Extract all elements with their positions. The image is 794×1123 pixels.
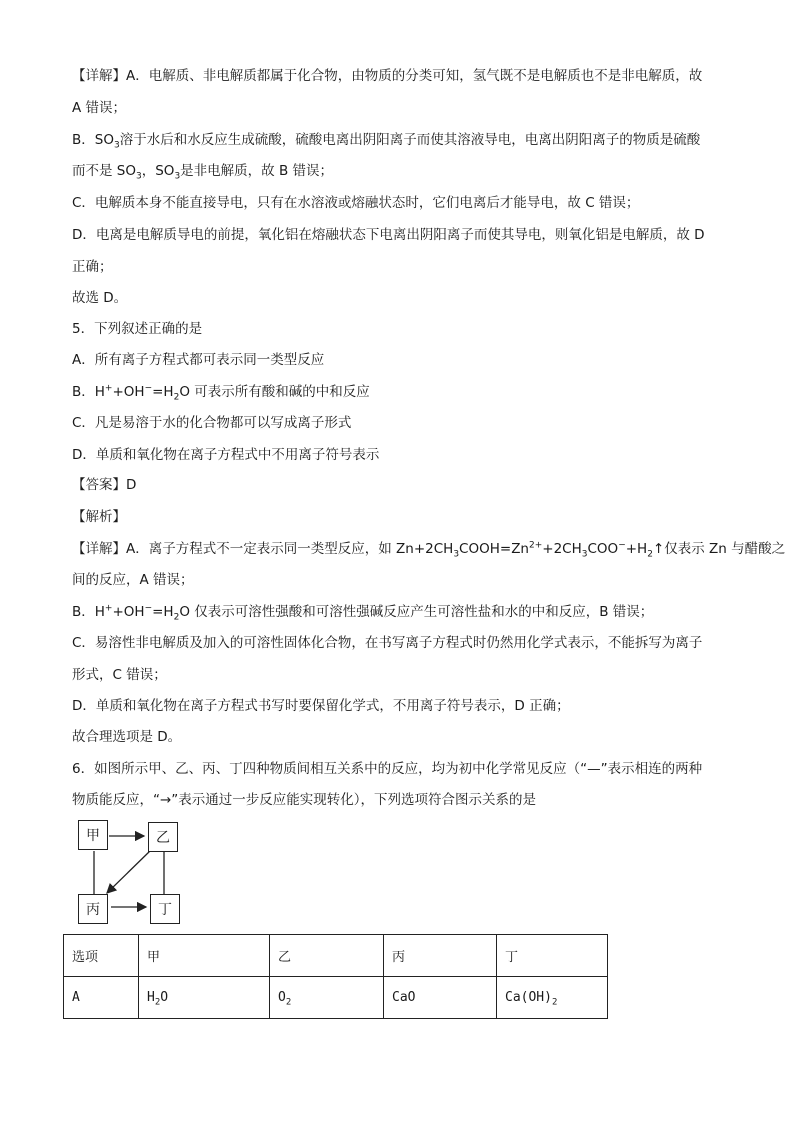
explanation-line: C．易溶性非电解质及加入的可溶性固体化合物，在书写离子方程式时仍然用化学式表示，不能拆写为离子 xyxy=(72,635,703,651)
question-5-option-d: D．单质和氧化物在离子方程式中不用离子符号表示 xyxy=(72,447,380,463)
node-bing: 丙 xyxy=(78,894,108,924)
table-header-cell: 乙 xyxy=(270,935,384,977)
arrow-yi-to-bing xyxy=(107,850,151,893)
table-row xyxy=(64,977,608,1019)
explanation-line: D．单质和氧化物在离子方程式书写时要保留化学式，不用离子符号表示，D 正确； xyxy=(72,698,570,714)
text-line: C．电解质本身不能直接导电，只有在水溶液或熔融状态时，它们电离后才能导电，故 C 错误； xyxy=(72,195,640,211)
question-5-option-a: A．所有离子方程式都可表示同一类型反应 xyxy=(72,352,325,368)
table-header-cell: 丁 xyxy=(497,935,608,977)
table-cell: $H_2O$ xyxy=(139,977,270,1019)
table-header-cell: 甲 xyxy=(139,935,270,977)
question-6-stem: 物质能反应，“→”表示通过一步反应能实现转化），下列选项符合图示关系的是 xyxy=(72,792,537,808)
table-cell: $O_2$ xyxy=(270,977,384,1019)
table-cell: CaO xyxy=(384,977,497,1019)
question-5-option-b: B．$H^++OH^-=H_2O$ 可表示所有酸和碱的中和反应 xyxy=(72,383,370,403)
analysis-label: 【解析】 xyxy=(72,509,126,525)
text-line: 正确； xyxy=(72,259,113,275)
text-line: D．电离是电解质导电的前提，氧化铝在熔融状态下电离出阴阳离子而使其导电，则氧化铝是电解质，故 D xyxy=(72,227,705,243)
relation-diagram xyxy=(78,820,188,924)
question-5-option-c: C．凡是易溶于水的化合物都可以写成离子形式 xyxy=(72,415,352,431)
node-ding: 丁 xyxy=(150,894,180,924)
question-5-stem: 5．下列叙述正确的是 xyxy=(72,321,203,337)
explanation-line: 形式，C 错误； xyxy=(72,667,167,683)
table-cell: $Ca(OH)_2$ xyxy=(497,977,608,1019)
text-line: 而不是 $SO_3$，$SO_3$是非电解质，故 B 错误； xyxy=(72,163,334,182)
node-yi: 乙 xyxy=(148,822,178,852)
text-line: 【详解】A．电解质、非电解质都属于化合物，由物质的分类可知，氢气既不是电解质也不是非电解质，故 xyxy=(72,68,703,84)
explanation-line: B．$H^++OH^-=H_2O$ 仅表示可溶性强酸和可溶性强碱反应产生可溶性盐和水的中和反应，B 错误； xyxy=(72,603,654,623)
text-line: B．$SO_3$溶于水后和水反应生成硫酸，硫酸电离出阴阳离子而使其溶液导电，电离出阴阳离子的物质是硫酸 xyxy=(72,132,701,151)
table-header-cell: 丙 xyxy=(384,935,497,977)
answer-label: 【答案】D xyxy=(72,477,137,493)
table-header-row xyxy=(64,935,608,977)
text-line: 故选 D。 xyxy=(72,290,128,306)
explanation-line: 【详解】A．离子方程式不一定表示同一类型反应，如 $Zn+2CH_3COOH=Zn^{2+}+2CH_3COO^-+H_2↑$仅表示 Zn 与醋酸之 xyxy=(72,540,786,560)
text-line: A 错误； xyxy=(72,100,127,116)
explanation-line: 故合理选项是 D。 xyxy=(72,729,182,745)
table-cell: A xyxy=(64,977,139,1019)
options-table xyxy=(63,934,608,1019)
explanation-line: 间的反应，A 错误； xyxy=(72,572,194,588)
question-6-stem: 6．如图所示甲、乙、丙、丁四种物质间相互关系中的反应，均为初中化学常见反应（“—”表示相连的两种 xyxy=(72,761,703,777)
table-header-cell: 选项 xyxy=(64,935,139,977)
node-jia: 甲 xyxy=(78,820,108,850)
